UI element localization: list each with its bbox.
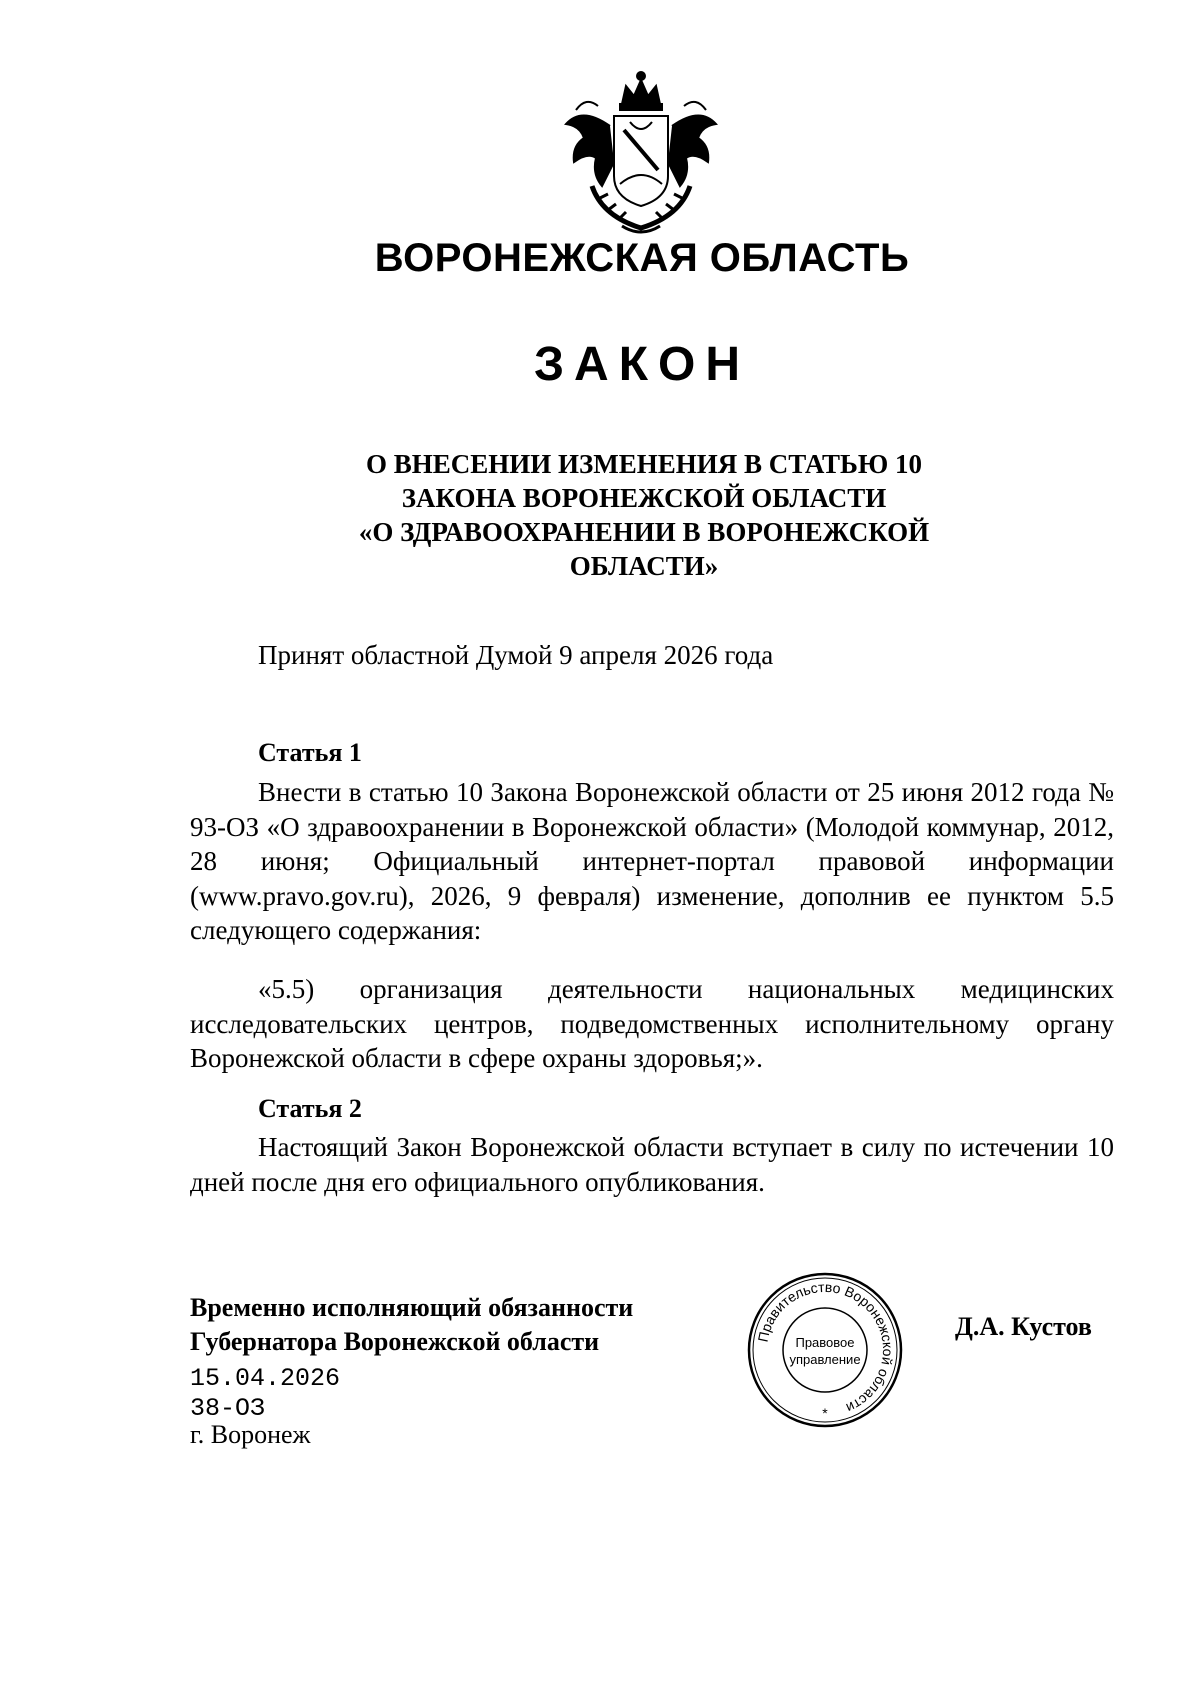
stamp-center-line: Правовое bbox=[795, 1335, 855, 1350]
article-2-heading: Статья 2 bbox=[258, 1094, 362, 1123]
article-2-paragraph: Настоящий Закон Воронежской области вступает в силу по истечении 10 дней после дня его официального опубликования. bbox=[190, 1132, 1114, 1197]
signatory-position-line: Губернатора Воронежской области bbox=[190, 1327, 600, 1356]
stamp-ring-text: Правительство Воронежской области bbox=[754, 1278, 897, 1417]
signatory-position-line: Временно исполняющий обязанности bbox=[190, 1293, 634, 1322]
document-title bbox=[300, 447, 988, 583]
signatory-name: Д.А. Кустов bbox=[955, 1312, 1092, 1341]
coat-of-arms-icon bbox=[552, 66, 730, 238]
adoption-note: Принят областной Думой 9 апреля 2026 года bbox=[258, 640, 774, 670]
official-stamp bbox=[745, 1268, 905, 1432]
article-1-paragraph: Внести в статью 10 Закона Воронежской области от 25 июня 2012 года № 93-ОЗ «О здравоохранении в Воронежской области» (Молодой коммунар, 2012, 28 июня; Официальный интернет-портал правовой информации (www.pravo.gov.ru), 2026, 9 февраля) изменение, дополнив ее пунктом 5.5 следующего содержания: bbox=[190, 777, 1114, 945]
title-line: ОБЛАСТИ» bbox=[569, 551, 719, 581]
document-type: ЗАКОН bbox=[533, 338, 751, 391]
region-heading: ВОРОНЕЖСКАЯ ОБЛАСТЬ bbox=[374, 236, 910, 280]
article-1-quoted-item: «5.5) организация деятельности национальных медицинских исследовательских центров, подведомственных исполнительному органу Воронежской области в сфере охраны здоровья;». bbox=[190, 974, 1114, 1073]
title-line: «О ЗДРАВООХРАНЕНИИ В ВОРОНЕЖСКОЙ bbox=[358, 517, 930, 547]
title-line: О ВНЕСЕНИИ ИЗМЕНЕНИЯ В СТАТЬЮ 10 bbox=[365, 449, 923, 479]
law-number: 38-ОЗ bbox=[190, 1394, 266, 1423]
law-date: 15.04.2026 bbox=[190, 1364, 341, 1393]
city: г. Воронеж bbox=[190, 1420, 311, 1449]
article-1-heading: Статья 1 bbox=[258, 738, 362, 767]
stamp-center-line: управление bbox=[789, 1352, 861, 1367]
title-line: ЗАКОНА ВОРОНЕЖСКОЙ ОБЛАСТИ bbox=[401, 483, 887, 513]
signatory-position bbox=[190, 1291, 633, 1359]
stamp-star: * bbox=[822, 1405, 828, 1421]
